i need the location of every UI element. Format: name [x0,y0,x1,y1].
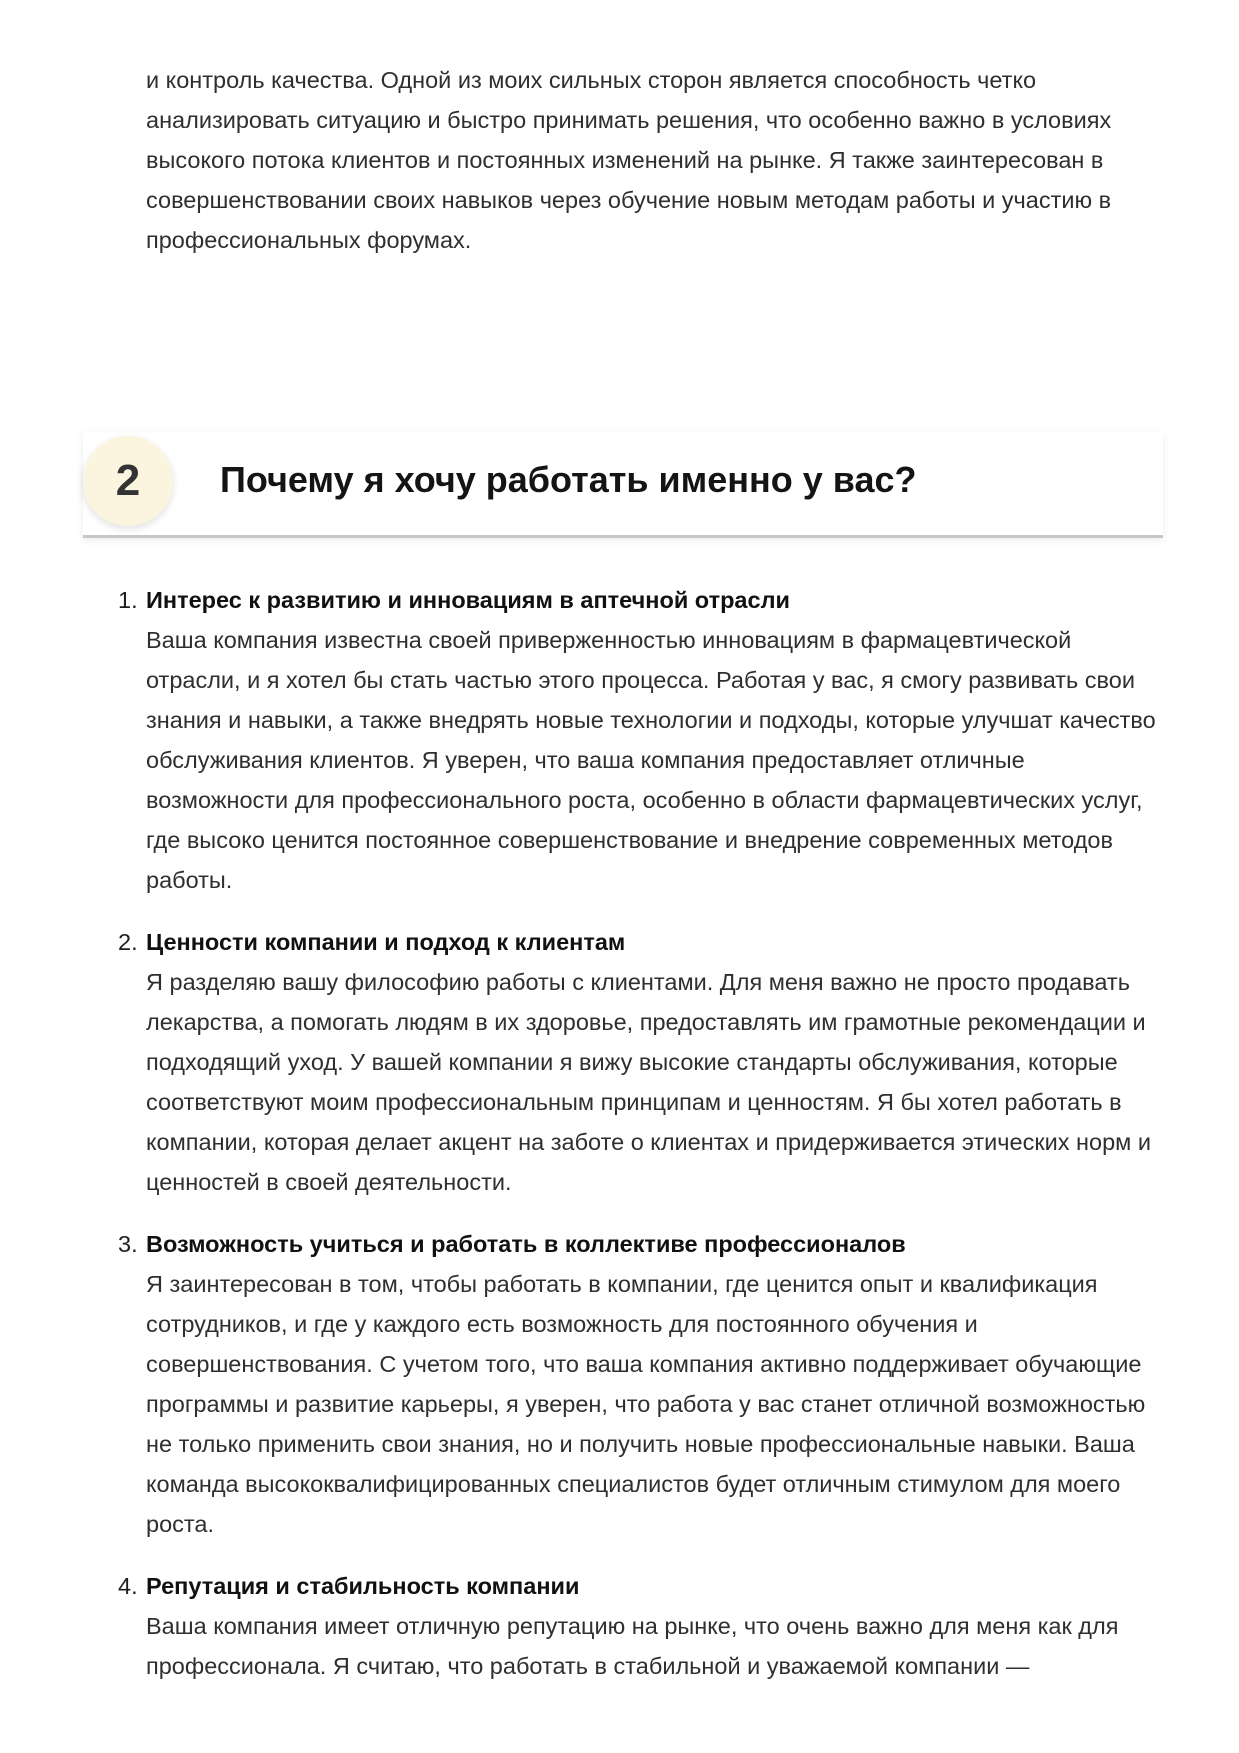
section-divider [83,535,1163,538]
list-item-text: Я заинтересован в том, чтобы работать в компании, где ценится опыт и квалификация сотрудников, и где у каждого есть возможность для постоянного обучения и совершенствования. С учетом того, что ваша компания активно поддерживает обучающие программы и развитие карьеры, я уверен, что работа у вас станет отличной возможностью не только применить свои знания, но и получить новые профессиональные навыки. Ваша команда высококвалифицированных специалистов будет отличным стимулом для моего роста. [146,1271,1146,1537]
list-item-text: Ваша компания известна своей приверженностью инновациям в фармацевтической отрасли, и я хотел бы стать частью этого процесса. Работая у вас, я смогу развивать свои знания и навыки, а также внедрять новые технологии и подходы, которые улучшат качество обслуживания клиентов. Я уверен, что ваша компания предоставляет отличные возможности для профессионального роста, особенно в области фармацевтических услуг, где высоко ценится постоянное совершенствование и внедрение современных методов работы. [146,627,1156,893]
list-item-number: 1. [118,587,138,613]
list-item-title: Репутация и стабильность компании [146,1573,580,1599]
list-item [118,1224,1156,1544]
list-item-title: Интерес к развитию и инновациям в аптечной отрасли [146,587,790,613]
list-item [118,922,1156,1202]
list-item-number: 4. [118,1573,138,1599]
list-item [118,1566,1156,1686]
intro-paragraph: и контроль качества. Одной из моих сильных сторон является способность четко анализировать ситуацию и быстро принимать решения, что особенно важно в условиях высокого потока клиентов и постоянных изменений на рынке. Я также заинтересован в совершенствовании своих навыков через обучение новым методам работы и участию в профессиональных форумах. [146,67,1112,253]
list-item-title: Ценности компании и подход к клиентам [146,929,626,955]
list-item-number: 2. [118,929,138,955]
list-item [118,580,1156,900]
list-item-text: Я разделяю вашу философию работы с клиентами. Для меня важно не просто продавать лекарства, а помогать людям в их здоровье, предоставлять им грамотные рекомендации и подходящий уход. У вашей компании я вижу высокие стандарты обслуживания, которые соответствуют моим профессиональным принципам и ценностям. Я бы хотел работать в компании, которая делает акцент на заботе о клиентах и придерживается этических норм и ценностей в своей деятельности. [146,969,1151,1195]
section-header [83,432,1163,538]
reasons-list [118,580,1156,1708]
list-item-number: 3. [118,1231,138,1257]
section-number-badge: 2 [83,436,173,526]
section-title: Почему я хочу работать именно у вас? [220,459,917,500]
list-item-title: Возможность учиться и работать в коллективе профессионалов [146,1231,906,1257]
list-item-text: Ваша компания имеет отличную репутацию на рынке, что очень важно для меня как для профессионала. Я считаю, что работать в стабильной и уважаемой компании — [146,1613,1119,1679]
